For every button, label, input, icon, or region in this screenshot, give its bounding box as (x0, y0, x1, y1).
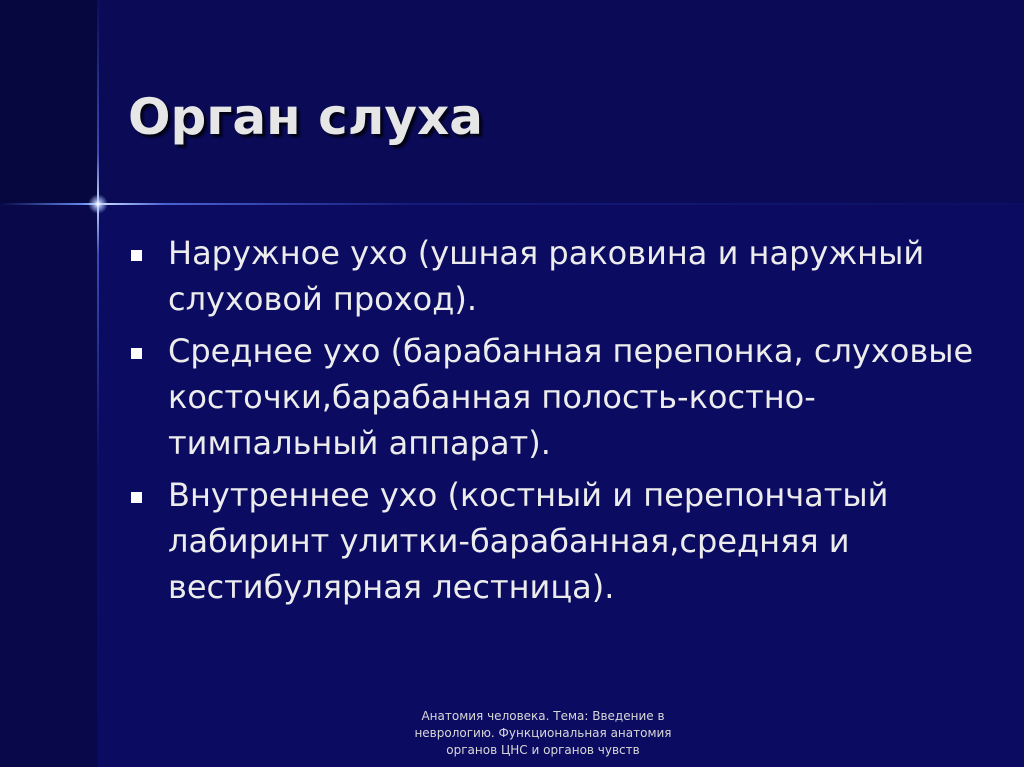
square-bullet-icon (131, 348, 142, 359)
bullet-list (128, 230, 998, 616)
slide-title: Орган слуха (128, 88, 483, 146)
sparkle-horizontal-ray (0, 203, 1024, 205)
sparkle-vertical-ray (97, 0, 99, 767)
corner-band (0, 0, 98, 204)
bullet-item-outer-ear (128, 230, 998, 322)
bullet-text: Среднее ухо (барабанная перепонка, слуховые косточки,барабанная полость-костно-тимпальный аппарат). (168, 332, 974, 462)
bullet-item-middle-ear (128, 328, 998, 466)
sparkle-star-icon (88, 194, 108, 214)
bullet-text: Внутреннее ухо (костный и перепончатый лабиринт улитки-барабанная,средняя и вестибулярная лестница). (168, 476, 889, 606)
square-bullet-icon (131, 492, 142, 503)
bullet-text: Наружное ухо (ушная раковина и наружный слуховой проход). (168, 234, 925, 318)
square-bullet-icon (131, 250, 142, 261)
bullet-item-inner-ear (128, 472, 998, 610)
slide-footer: Анатомия человека. Тема: Введение в неврологию. Функциональная анатомия органов ЦНС и органов чувств (414, 709, 672, 757)
